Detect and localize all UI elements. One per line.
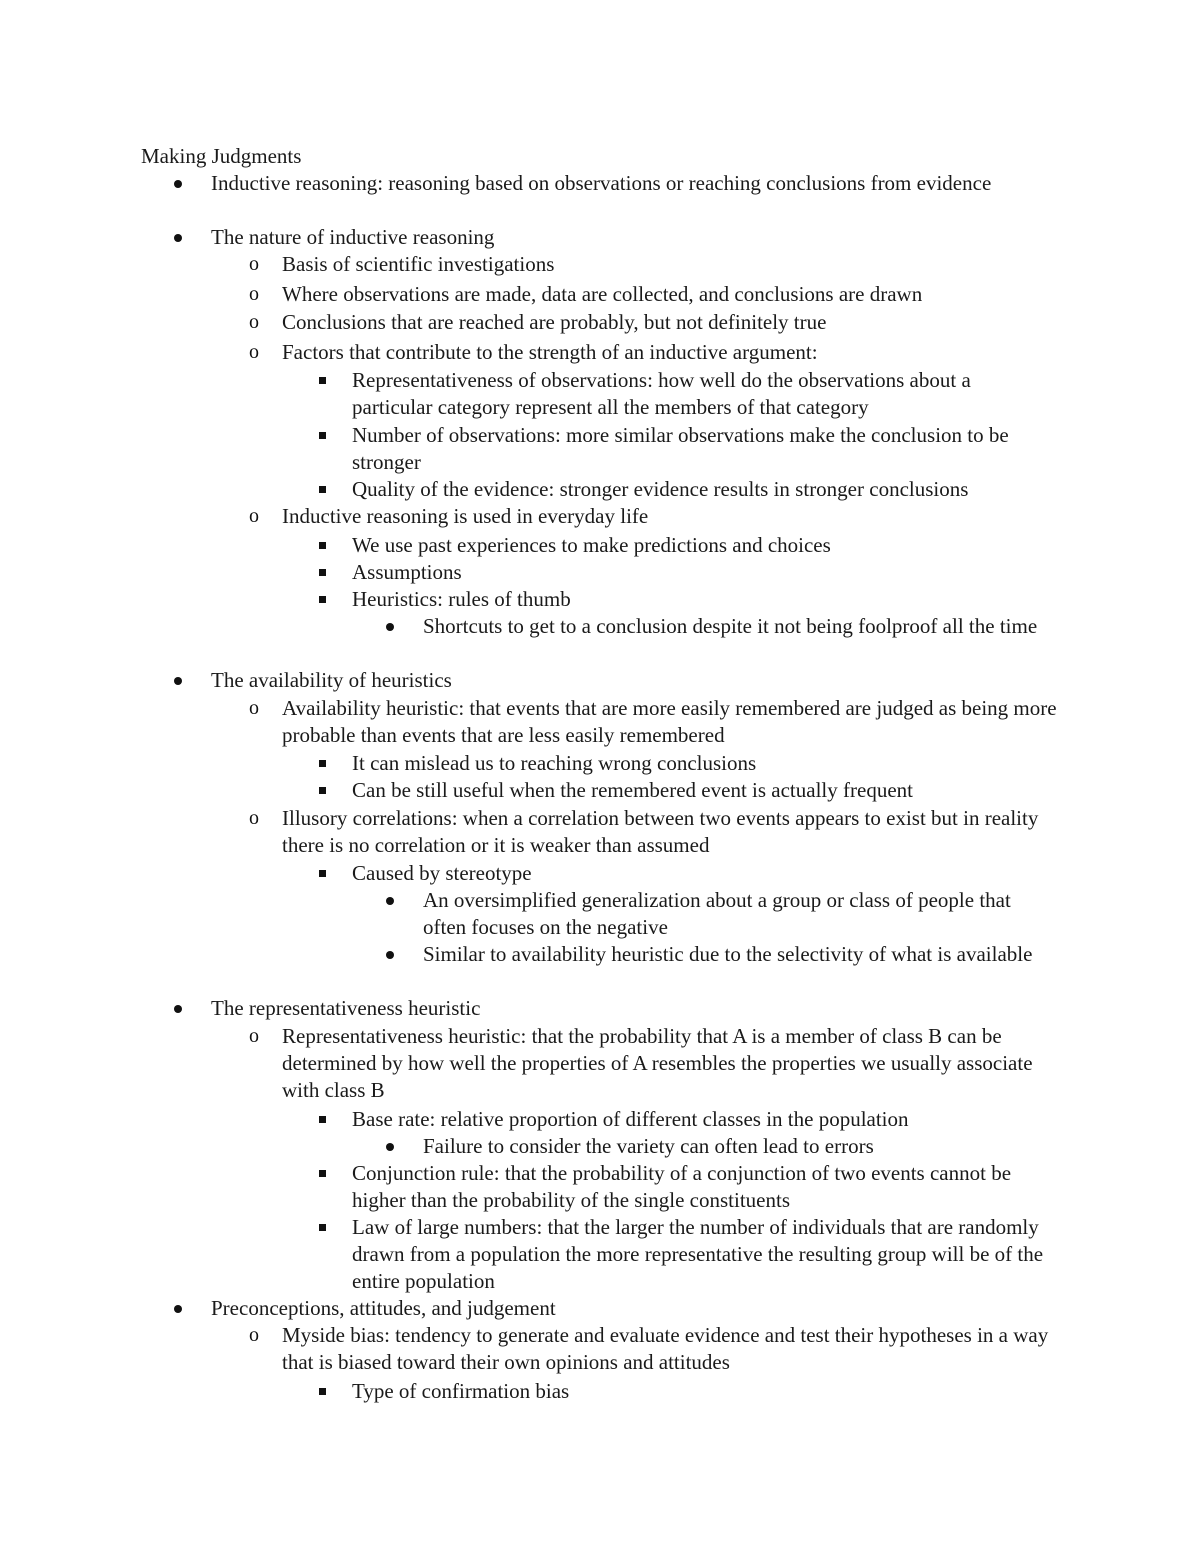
outline-item-text: The nature of inductive reasoning — [211, 225, 495, 249]
outline-item-text: Type of confirmation bias — [352, 1379, 570, 1403]
outline-item-level-3 — [352, 750, 1052, 777]
outline-item-text: Base rate: relative proportion of different classes in the population — [352, 1107, 909, 1131]
outline-item-text: Quality of the evidence: stronger evidence results in stronger conclusions — [352, 477, 969, 501]
outline-item-level-1 — [211, 995, 1056, 1022]
outline-item-level-3 — [352, 1106, 1052, 1133]
outline-item-level-1 — [211, 170, 1056, 197]
outline-item-text: Factors that contribute to the strength of an inductive argument: — [282, 340, 818, 364]
outline-item-level-3 — [352, 860, 1052, 887]
outline-item-text: Illusory correlations: when a correlation between two events appears to exist but in reality there is no correlation or it is weaker than assumed — [282, 806, 1039, 858]
bullet-dot-icon — [174, 677, 182, 685]
bullet-dot-icon — [386, 1143, 394, 1151]
bullet-square-icon — [319, 1116, 326, 1123]
outline-item-text: Inductive reasoning is used in everyday life — [282, 504, 649, 528]
outline-item-level-1 — [211, 224, 1056, 251]
outline-item-level-2 — [249, 1322, 1062, 1376]
outline-item-level-4 — [423, 1133, 1048, 1160]
bullet-square-icon — [319, 870, 326, 877]
bullet-circle-icon: o — [249, 697, 259, 719]
outline-item-level-3 — [352, 1160, 1052, 1214]
outline-item-text: Conjunction rule: that the probability of a conjunction of two events cannot be higher than the probability of the single constituents — [352, 1161, 1012, 1213]
outline-item-level-2 — [249, 281, 1062, 308]
outline-item-level-3 — [352, 367, 1052, 421]
bullet-square-icon — [319, 787, 326, 794]
outline-item-text: Basis of scientific investigations — [282, 252, 555, 276]
bullet-dot-icon — [174, 180, 182, 188]
outline-item-text: Inductive reasoning: reasoning based on observations or reaching conclusions from evidence — [211, 171, 992, 195]
outline-item-text: Representativeness heuristic: that the probability that A is a member of class B can be determined by how well the properties of A resembles the properties we usually associate with class B — [282, 1024, 1033, 1103]
outline-item-level-4 — [423, 941, 1048, 968]
outline-item-text: Where observations are made, data are collected, and conclusions are drawn — [282, 282, 923, 306]
page-title: Making Judgments — [141, 144, 302, 168]
outline-item-level-3 — [352, 1378, 1052, 1405]
outline-item-text: Representativeness of observations: how well do the observations about a particular category represent all the members of that category — [352, 368, 971, 420]
outline-item-text: Number of observations: more similar observations make the conclusion to be stronger — [352, 423, 1009, 475]
bullet-circle-icon: o — [249, 1324, 259, 1346]
outline-item-level-3 — [352, 422, 1052, 476]
outline-item-level-1 — [211, 1295, 1056, 1322]
bullet-dot-icon — [386, 897, 394, 905]
bullet-circle-icon: o — [249, 311, 259, 333]
outline-item-level-2 — [249, 503, 1062, 530]
bullet-dot-icon — [386, 951, 394, 959]
outline-item-level-3 — [352, 532, 1052, 559]
bullet-square-icon — [319, 377, 326, 384]
bullet-circle-icon: o — [249, 341, 259, 363]
outline-item-text: The representativeness heuristic — [211, 996, 481, 1020]
outline-item-text: Can be still useful when the remembered event is actually frequent — [352, 778, 913, 802]
bullet-square-icon — [319, 486, 326, 493]
bullet-square-icon — [319, 596, 326, 603]
bullet-square-icon — [319, 432, 326, 439]
bullet-square-icon — [319, 1388, 326, 1395]
outline-item-text: Conclusions that are reached are probably, but not definitely true — [282, 310, 827, 334]
outline-item-level-3 — [352, 586, 1052, 613]
outline-item-level-2 — [249, 695, 1062, 749]
outline-item-text: Availability heuristic: that events that are more easily remembered are judged as being more probable than events that are less easily remembered — [282, 696, 1057, 748]
outline-item-level-3 — [352, 1214, 1052, 1296]
outline-item-text: It can mislead us to reaching wrong conclusions — [352, 751, 757, 775]
outline-item-text: Shortcuts to get to a conclusion despite it not being foolproof all the time — [423, 614, 1038, 638]
bullet-dot-icon — [174, 1305, 182, 1313]
outline-item-text: The availability of heuristics — [211, 668, 452, 692]
outline-item-level-2 — [249, 309, 1062, 336]
outline-item-text: Caused by stereotype — [352, 861, 532, 885]
outline-item-text: Heuristics: rules of thumb — [352, 587, 571, 611]
outline-item-text: Preconceptions, attitudes, and judgement — [211, 1296, 556, 1320]
outline-item-text: We use past experiences to make predictions and choices — [352, 533, 831, 557]
bullet-circle-icon: o — [249, 505, 259, 527]
outline-item-text: Law of large numbers: that the larger the number of individuals that are randomly drawn from a population the more representative the resulting group will be of the entire population — [352, 1215, 1044, 1294]
outline-item-level-4 — [423, 887, 1048, 941]
outline-item-level-3 — [352, 476, 1052, 503]
outline-item-text: Failure to consider the variety can often lead to errors — [423, 1134, 874, 1158]
outline-item-level-2 — [249, 251, 1062, 278]
bullet-circle-icon: o — [249, 1025, 259, 1047]
bullet-square-icon — [319, 760, 326, 767]
bullet-square-icon — [319, 542, 326, 549]
bullet-circle-icon: o — [249, 283, 259, 305]
outline-item-text: Similar to availability heuristic due to the selectivity of what is available — [423, 942, 1033, 966]
outline-item-level-2 — [249, 339, 1062, 366]
bullet-circle-icon: o — [249, 807, 259, 829]
outline-item-text: Assumptions — [352, 560, 462, 584]
bullet-square-icon — [319, 1170, 326, 1177]
outline-item-level-3 — [352, 559, 1052, 586]
outline-item-text: Myside bias: tendency to generate and evaluate evidence and test their hypotheses in a way that is biased toward their own opinions and attitudes — [282, 1323, 1049, 1375]
outline-item-level-3 — [352, 777, 1052, 804]
outline-item-level-1 — [211, 667, 1056, 694]
outline-item-level-2 — [249, 1023, 1062, 1105]
bullet-dot-icon — [386, 623, 394, 631]
outline-item-level-4 — [423, 613, 1048, 640]
bullet-circle-icon: o — [249, 253, 259, 275]
outline-item-text: An oversimplified generalization about a group or class of people that often focuses on the negative — [423, 888, 1011, 940]
bullet-dot-icon — [174, 1005, 182, 1013]
bullet-dot-icon — [174, 234, 182, 242]
bullet-square-icon — [319, 569, 326, 576]
outline-item-level-2 — [249, 805, 1062, 859]
bullet-square-icon — [319, 1224, 326, 1231]
